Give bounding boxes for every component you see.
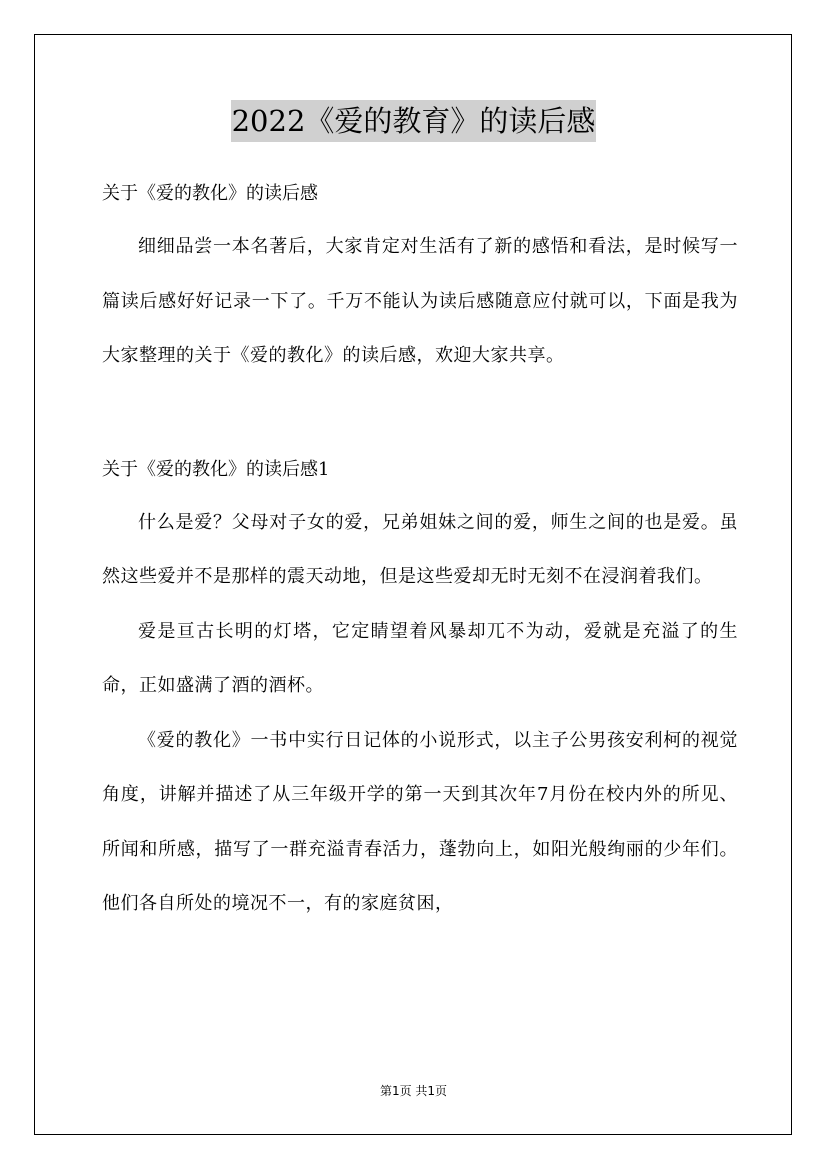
section1-paragraph-3: 《爱的教化》一书中实行日记体的小说形式，以主子公男孩安利柯的视觉角度，讲解并描述了从三年级开学的第一天到其次年7月份在校内外的所见、所闻和所感，描写了一群充溢青春活力，蓬勃向上，如阳光般绚丽的少年们。他们各自所处的境况不一，有的家庭贫困， [102,729,738,914]
document-title: 2022《爱的教育》的读后感 [231,100,597,142]
section1-paragraph-1: 什么是爱？父母对子女的爱，兄弟姐妹之间的爱，师生之间的也是爱。虽然这些爱并不是那样的震天动地，但是这些爱却无时无刻不在浸润着我们。 [102,511,738,587]
document-body [102,168,738,932]
section1-paragraph-2: 爱是亘古长明的灯塔，它定睛望着风暴却兀不为动，爱就是充溢了的生命，正如盛满了酒的酒杯。 [102,620,738,696]
section1-heading: 关于《爱的教化》的读后感1 [102,458,330,480]
page-footer: 第1页 共1页 [379,1084,448,1098]
title-wrap [0,100,827,142]
intro-heading: 关于《爱的教化》的读后感 [102,183,318,204]
section-gap [102,384,738,444]
intro-paragraph: 细细品尝一本名著后，大家肯定对生活有了新的感悟和看法，是时候写一篇读后感好好记录一下了。千万不能认为读后感随意应付就可以，下面是我为大家整理的关于《爱的教化》的读后感，欢迎大家共享。 [102,236,738,366]
